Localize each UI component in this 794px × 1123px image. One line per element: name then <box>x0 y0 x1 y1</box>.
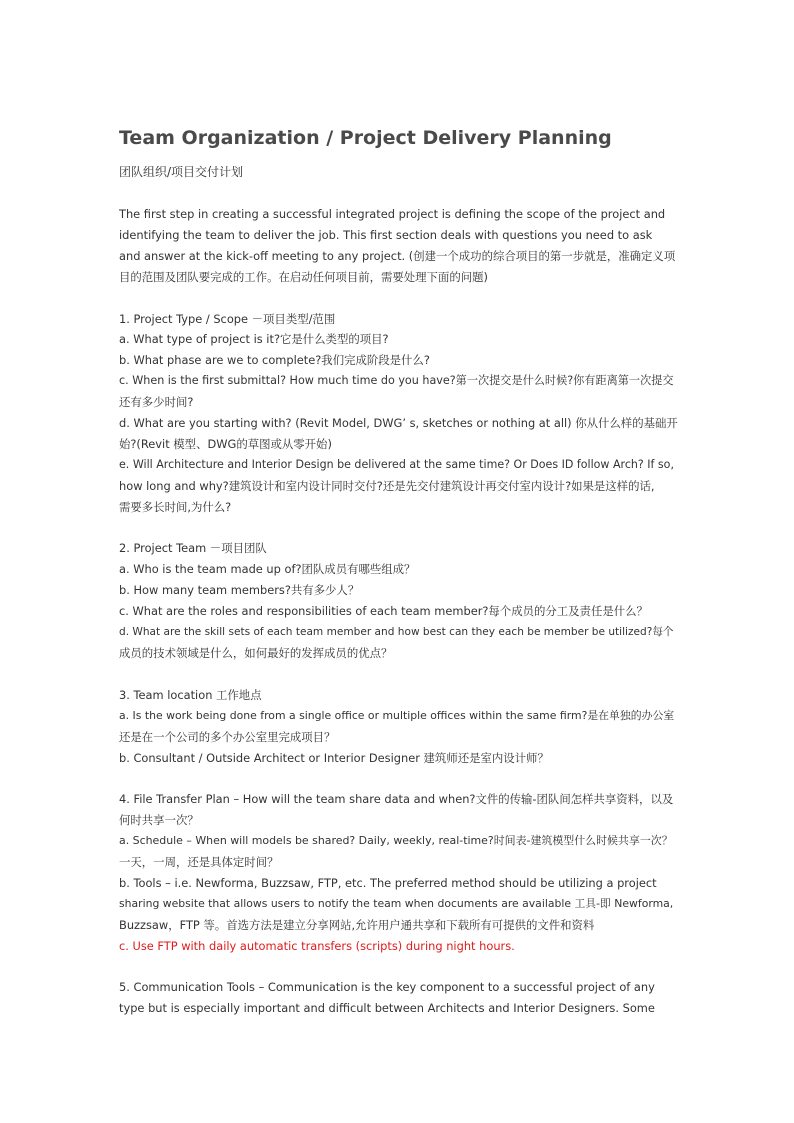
document-body <box>119 124 679 1040</box>
question-item: b. How many team members?共有多少人？ <box>119 583 360 598</box>
section-file-transfer <box>119 789 679 956</box>
question-item: b. What phase are we to complete?我们完成阶段是什么? <box>119 353 430 368</box>
question-item-cont: how long and why?建筑设计和室内设计同时交付?还是先交付建筑设计再交付室内设计?如果是这样的话, <box>119 478 655 493</box>
question-item-cont: 还是在一个公司的多个办公室里完成项目？ <box>119 729 336 744</box>
question-item: a. Who is the team made up of?团队成员有哪些组成？ <box>119 562 416 577</box>
page-subtitle: 团队组织/项目交付计划 <box>119 165 244 179</box>
question-item-cont: 需要多长时间,为什么? <box>119 499 232 514</box>
question-item-cont: 一天，一周，还是具体定时间？ <box>119 855 279 870</box>
question-item-cont: 还有多少时间? <box>119 395 194 410</box>
section-team-location <box>119 685 679 769</box>
intro-line: The first step in creating a successful integrated project is defining the scope of the project and <box>119 207 666 221</box>
question-item: d. What are the skill sets of each team member and how best can they each be member be utilized?每个 <box>119 626 674 639</box>
intro-line: identifying the team to deliver the job. This first section deals with questions you need to ask <box>119 227 653 242</box>
question-item: b. Consultant / Outside Architect or Interior Designer 建筑师还是室内设计师？ <box>119 750 549 765</box>
section-heading: 2. Project Team －项目团队 <box>119 541 267 556</box>
question-item: a. Is the work being done from a single office or multiple offices within the same firm?是在单独的办公室 <box>119 708 675 722</box>
question-item-cont: 成员的技术领域是什么，如何最好的发挥成员的优点？ <box>119 646 393 660</box>
intro-line: 目的范围及团队要完成的工作。在启动任何项目前，需要处理下面的问题) <box>119 269 488 284</box>
section-communication <box>119 977 679 1019</box>
question-item: d. What are you starting with? (Revit Model, DWG’ s, sketches or nothing at all) 你从什么样的基础开 <box>119 416 678 431</box>
intro-line: and answer at the kick-off meeting to any project. (创建一个成功的综合项目的第一步就是，准确定义项 <box>119 248 676 263</box>
question-item: c. What are the roles and responsibilities of each team member?每个成员的分工及责任是什么？ <box>119 604 648 619</box>
section-heading: 5. Communication Tools – Communication is the key component to a successful project of any <box>119 980 655 995</box>
question-item-cont: 始?(Revit 模型、DWG的草图或从零开始) <box>119 436 332 451</box>
intro-paragraph <box>119 204 679 288</box>
question-item: a. Schedule – When will models be shared? Daily, weekly, real-time?时间表-建筑模型什么时候共享一次？ <box>119 834 673 848</box>
question-item: a. What type of project is it?它是什么类型的项目? <box>119 332 389 347</box>
page-title: Team Organization / Project Delivery Planning <box>119 127 612 149</box>
question-item: b. Tools – i.e. Newforma, Buzzsaw, FTP, etc. The preferred method should be utilizing a project <box>119 875 657 890</box>
section-heading: 1. Project Type / Scope －项目类型/范围 <box>119 311 336 326</box>
section-project-team <box>119 538 679 663</box>
paragraph-cont: type but is especially important and difficult between Architects and Interior Designers. Some <box>119 1001 655 1016</box>
highlighted-item: c. Use FTP with daily automatic transfers (scripts) during night hours. <box>119 938 515 953</box>
section-heading-cont: 何时共享一次？ <box>119 813 199 828</box>
question-item-cont: sharing website that allows users to notify the team when documents are available 工具-即 Newforma, <box>119 896 674 910</box>
section-heading: 3. Team location 工作地点 <box>119 687 262 702</box>
question-item-cont: Buzzsaw，FTP 等。首选方法是建立分享网站,允许用户通共享和下载所有可提供的文件和资料 <box>119 917 595 932</box>
question-item: c. When is the first submittal? How much time do you have?第一次提交是什么时候?你有距离第一次提交 <box>119 374 674 388</box>
section-project-type <box>119 309 679 518</box>
section-heading: 4. File Transfer Plan – How will the team share data and when?文件的传输-团队间怎样共享资料，以及 <box>119 792 674 807</box>
question-item: e. Will Architecture and Interior Design be delivered at the same time? Or Does ID follow Arch? If so, <box>119 457 674 471</box>
